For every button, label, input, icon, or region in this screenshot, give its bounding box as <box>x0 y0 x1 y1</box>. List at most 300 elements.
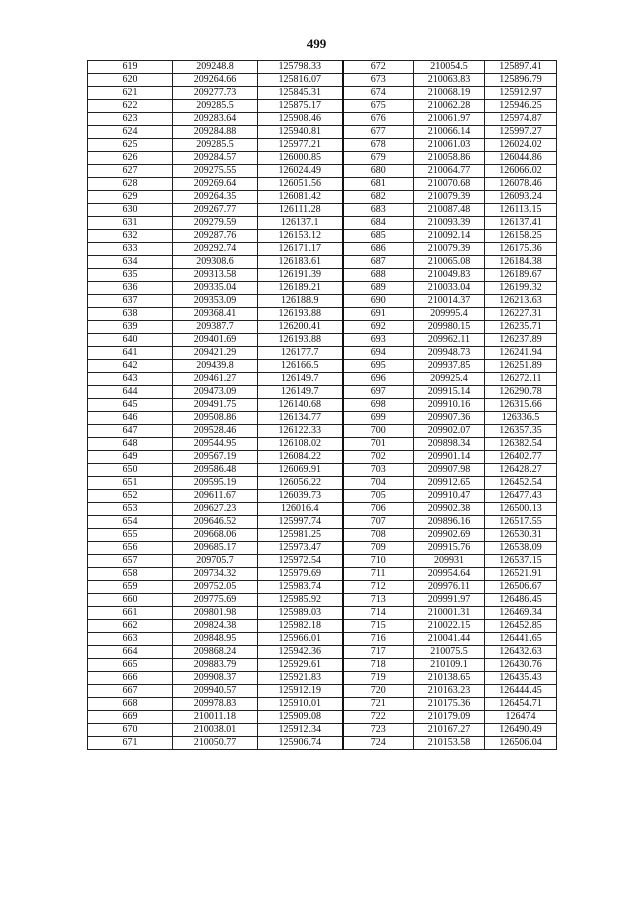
table-row <box>88 230 557 243</box>
x-coordinate-cell: 209368.41 <box>173 308 258 321</box>
x-coordinate-cell: 209275.55 <box>173 165 258 178</box>
x-coordinate-cell: 209910.16 <box>414 399 485 412</box>
y-coordinate-cell: 125966.01 <box>258 633 343 646</box>
y-coordinate-cell: 126149.7 <box>258 386 343 399</box>
table-row <box>88 256 557 269</box>
y-coordinate-cell: 126506.67 <box>485 581 557 594</box>
x-coordinate-cell: 210061.97 <box>414 113 485 126</box>
point-number-cell: 638 <box>88 308 173 321</box>
point-number-cell: 689 <box>343 282 414 295</box>
y-coordinate-cell: 126175.36 <box>485 243 557 256</box>
x-coordinate-cell: 209898.34 <box>414 438 485 451</box>
x-coordinate-cell: 210001.31 <box>414 607 485 620</box>
x-coordinate-cell: 210070.68 <box>414 178 485 191</box>
y-coordinate-cell: 126477.43 <box>485 490 557 503</box>
x-coordinate-cell: 210109.1 <box>414 659 485 672</box>
table-row <box>88 282 557 295</box>
point-number-cell: 708 <box>343 529 414 542</box>
table-row <box>88 191 557 204</box>
x-coordinate-cell: 209508.86 <box>173 412 258 425</box>
x-coordinate-cell: 210167.27 <box>414 724 485 737</box>
point-number-cell: 700 <box>343 425 414 438</box>
table-row <box>88 646 557 659</box>
y-coordinate-cell: 126452.54 <box>485 477 557 490</box>
table-row <box>88 568 557 581</box>
x-coordinate-cell: 209848.95 <box>173 633 258 646</box>
x-coordinate-cell: 209937.85 <box>414 360 485 373</box>
x-coordinate-cell: 209285.5 <box>173 100 258 113</box>
point-number-cell: 717 <box>343 646 414 659</box>
x-coordinate-cell: 210058.86 <box>414 152 485 165</box>
point-number-cell: 682 <box>343 191 414 204</box>
x-coordinate-cell: 210079.39 <box>414 191 485 204</box>
point-number-cell: 640 <box>88 334 173 347</box>
table-row <box>88 633 557 646</box>
y-coordinate-cell: 126137.41 <box>485 217 557 230</box>
table-row <box>88 347 557 360</box>
point-number-cell: 677 <box>343 126 414 139</box>
point-number-cell: 680 <box>343 165 414 178</box>
y-coordinate-cell: 126452.85 <box>485 620 557 633</box>
point-number-cell: 719 <box>343 672 414 685</box>
y-coordinate-cell: 126189.21 <box>258 282 343 295</box>
point-number-cell: 650 <box>88 464 173 477</box>
point-number-cell: 662 <box>88 620 173 633</box>
y-coordinate-cell: 126537.15 <box>485 555 557 568</box>
x-coordinate-cell: 209528.46 <box>173 425 258 438</box>
point-number-cell: 675 <box>343 100 414 113</box>
y-coordinate-cell: 126227.31 <box>485 308 557 321</box>
point-number-cell: 716 <box>343 633 414 646</box>
point-number-cell: 714 <box>343 607 414 620</box>
table-row <box>88 308 557 321</box>
point-number-cell: 685 <box>343 230 414 243</box>
x-coordinate-cell: 209915.14 <box>414 386 485 399</box>
x-coordinate-cell: 209991.97 <box>414 594 485 607</box>
table-row <box>88 243 557 256</box>
y-coordinate-cell: 125946.25 <box>485 100 557 113</box>
y-coordinate-cell: 125816.07 <box>258 74 343 87</box>
y-coordinate-cell: 125912.34 <box>258 724 343 737</box>
y-coordinate-cell: 125989.03 <box>258 607 343 620</box>
x-coordinate-cell: 209868.24 <box>173 646 258 659</box>
y-coordinate-cell: 126357.35 <box>485 425 557 438</box>
point-number-cell: 699 <box>343 412 414 425</box>
y-coordinate-cell: 125912.19 <box>258 685 343 698</box>
y-coordinate-cell: 126024.02 <box>485 139 557 152</box>
point-number-cell: 658 <box>88 568 173 581</box>
table-row <box>88 321 557 334</box>
page-number: 499 <box>306 36 327 51</box>
point-number-cell: 676 <box>343 113 414 126</box>
x-coordinate-cell: 209915.76 <box>414 542 485 555</box>
point-number-cell: 629 <box>88 191 173 204</box>
x-coordinate-cell: 209976.11 <box>414 581 485 594</box>
x-coordinate-cell: 209980.15 <box>414 321 485 334</box>
point-number-cell: 691 <box>343 308 414 321</box>
table-row <box>88 724 557 737</box>
point-number-cell: 686 <box>343 243 414 256</box>
table-row <box>88 61 557 74</box>
y-coordinate-cell: 126093.24 <box>485 191 557 204</box>
point-number-cell: 632 <box>88 230 173 243</box>
x-coordinate-cell: 209335.04 <box>173 282 258 295</box>
table-row <box>88 451 557 464</box>
point-number-cell: 697 <box>343 386 414 399</box>
y-coordinate-cell: 126454.71 <box>485 698 557 711</box>
point-number-cell: 672 <box>343 61 414 74</box>
point-number-cell: 628 <box>88 178 173 191</box>
table-row <box>88 438 557 451</box>
y-coordinate-cell: 125977.21 <box>258 139 343 152</box>
y-coordinate-cell: 126140.68 <box>258 399 343 412</box>
point-number-cell: 722 <box>343 711 414 724</box>
point-number-cell: 665 <box>88 659 173 672</box>
x-coordinate-cell: 210050.77 <box>173 737 258 750</box>
point-number-cell: 631 <box>88 217 173 230</box>
y-coordinate-cell: 125845.31 <box>258 87 343 100</box>
y-coordinate-cell: 126336.5 <box>485 412 557 425</box>
table-row <box>88 594 557 607</box>
point-number-cell: 683 <box>343 204 414 217</box>
y-coordinate-cell: 125908.46 <box>258 113 343 126</box>
point-number-cell: 619 <box>88 61 173 74</box>
point-number-cell: 681 <box>343 178 414 191</box>
x-coordinate-cell: 209908.37 <box>173 672 258 685</box>
x-coordinate-cell: 209586.48 <box>173 464 258 477</box>
x-coordinate-cell: 209883.79 <box>173 659 258 672</box>
table-row <box>88 412 557 425</box>
y-coordinate-cell: 126153.12 <box>258 230 343 243</box>
y-coordinate-cell: 126402.77 <box>485 451 557 464</box>
y-coordinate-cell: 126428.27 <box>485 464 557 477</box>
table-row <box>88 581 557 594</box>
table-row <box>88 100 557 113</box>
y-coordinate-cell: 126474 <box>485 711 557 724</box>
table-row <box>88 490 557 503</box>
x-coordinate-cell: 209902.07 <box>414 425 485 438</box>
point-number-cell: 709 <box>343 542 414 555</box>
x-coordinate-cell: 209685.17 <box>173 542 258 555</box>
point-number-cell: 622 <box>88 100 173 113</box>
x-coordinate-cell: 209954.64 <box>414 568 485 581</box>
point-number-cell: 625 <box>88 139 173 152</box>
point-number-cell: 637 <box>88 295 173 308</box>
y-coordinate-cell: 125972.54 <box>258 555 343 568</box>
table-row <box>88 529 557 542</box>
table-row <box>88 711 557 724</box>
point-number-cell: 648 <box>88 438 173 451</box>
y-coordinate-cell: 126235.71 <box>485 321 557 334</box>
table-row <box>88 178 557 191</box>
table-row <box>88 152 557 165</box>
point-number-cell: 723 <box>343 724 414 737</box>
y-coordinate-cell: 125985.92 <box>258 594 343 607</box>
y-coordinate-cell: 126193.88 <box>258 308 343 321</box>
x-coordinate-cell: 209544.95 <box>173 438 258 451</box>
point-number-cell: 706 <box>343 503 414 516</box>
x-coordinate-cell: 210014.37 <box>414 295 485 308</box>
point-number-cell: 694 <box>343 347 414 360</box>
point-number-cell: 643 <box>88 373 173 386</box>
y-coordinate-cell: 126430.76 <box>485 659 557 672</box>
point-number-cell: 636 <box>88 282 173 295</box>
point-number-cell: 705 <box>343 490 414 503</box>
y-coordinate-cell: 125974.87 <box>485 113 557 126</box>
y-coordinate-cell: 126189.67 <box>485 269 557 282</box>
x-coordinate-cell: 209387.7 <box>173 321 258 334</box>
x-coordinate-cell: 209752.05 <box>173 581 258 594</box>
y-coordinate-cell: 126158.25 <box>485 230 557 243</box>
point-number-cell: 704 <box>343 477 414 490</box>
point-number-cell: 626 <box>88 152 173 165</box>
point-number-cell: 703 <box>343 464 414 477</box>
x-coordinate-cell: 209896.16 <box>414 516 485 529</box>
x-coordinate-cell: 209901.14 <box>414 451 485 464</box>
point-number-cell: 624 <box>88 126 173 139</box>
y-coordinate-cell: 126444.45 <box>485 685 557 698</box>
x-coordinate-cell: 209473.09 <box>173 386 258 399</box>
point-number-cell: 663 <box>88 633 173 646</box>
y-coordinate-cell: 126078.46 <box>485 178 557 191</box>
y-coordinate-cell: 126137.1 <box>258 217 343 230</box>
x-coordinate-cell: 209912.65 <box>414 477 485 490</box>
x-coordinate-cell: 209248.8 <box>173 61 258 74</box>
table-row <box>88 139 557 152</box>
y-coordinate-cell: 126200.41 <box>258 321 343 334</box>
point-number-cell: 634 <box>88 256 173 269</box>
table-row <box>88 74 557 87</box>
x-coordinate-cell: 209646.52 <box>173 516 258 529</box>
x-coordinate-cell: 209910.47 <box>414 490 485 503</box>
point-number-cell: 649 <box>88 451 173 464</box>
point-number-cell: 635 <box>88 269 173 282</box>
table-row <box>88 542 557 555</box>
x-coordinate-cell: 210011.18 <box>173 711 258 724</box>
table-row <box>88 295 557 308</box>
y-coordinate-cell: 126149.7 <box>258 373 343 386</box>
x-coordinate-cell: 209931 <box>414 555 485 568</box>
coordinates-table <box>87 60 557 750</box>
x-coordinate-cell: 210033.04 <box>414 282 485 295</box>
point-number-cell: 707 <box>343 516 414 529</box>
point-number-cell: 666 <box>88 672 173 685</box>
table-row <box>88 555 557 568</box>
y-coordinate-cell: 126441.65 <box>485 633 557 646</box>
point-number-cell: 652 <box>88 490 173 503</box>
table-row <box>88 360 557 373</box>
x-coordinate-cell: 209284.57 <box>173 152 258 165</box>
x-coordinate-cell: 209279.59 <box>173 217 258 230</box>
table-row <box>88 399 557 412</box>
point-number-cell: 621 <box>88 87 173 100</box>
point-number-cell: 639 <box>88 321 173 334</box>
x-coordinate-cell: 210175.36 <box>414 698 485 711</box>
table-row <box>88 685 557 698</box>
y-coordinate-cell: 125910.01 <box>258 698 343 711</box>
point-number-cell: 656 <box>88 542 173 555</box>
point-number-cell: 673 <box>343 74 414 87</box>
y-coordinate-cell: 126432.63 <box>485 646 557 659</box>
x-coordinate-cell: 210075.5 <box>414 646 485 659</box>
x-coordinate-cell: 209948.73 <box>414 347 485 360</box>
x-coordinate-cell: 210163.23 <box>414 685 485 698</box>
point-number-cell: 671 <box>88 737 173 750</box>
point-number-cell: 667 <box>88 685 173 698</box>
x-coordinate-cell: 209567.19 <box>173 451 258 464</box>
x-coordinate-cell: 210041.44 <box>414 633 485 646</box>
x-coordinate-cell: 209264.66 <box>173 74 258 87</box>
y-coordinate-cell: 125875.17 <box>258 100 343 113</box>
y-coordinate-cell: 125912.97 <box>485 87 557 100</box>
y-coordinate-cell: 126081.42 <box>258 191 343 204</box>
x-coordinate-cell: 209277.73 <box>173 87 258 100</box>
point-number-cell: 668 <box>88 698 173 711</box>
x-coordinate-cell: 209308.6 <box>173 256 258 269</box>
point-number-cell: 644 <box>88 386 173 399</box>
y-coordinate-cell: 125929.61 <box>258 659 343 672</box>
point-number-cell: 696 <box>343 373 414 386</box>
x-coordinate-cell: 210087.48 <box>414 204 485 217</box>
x-coordinate-cell: 210049.83 <box>414 269 485 282</box>
x-coordinate-cell: 209705.7 <box>173 555 258 568</box>
y-coordinate-cell: 126000.85 <box>258 152 343 165</box>
y-coordinate-cell: 126134.77 <box>258 412 343 425</box>
point-number-cell: 654 <box>88 516 173 529</box>
point-number-cell: 720 <box>343 685 414 698</box>
x-coordinate-cell: 209267.77 <box>173 204 258 217</box>
x-coordinate-cell: 209627.23 <box>173 503 258 516</box>
x-coordinate-cell: 209907.98 <box>414 464 485 477</box>
y-coordinate-cell: 125942.36 <box>258 646 343 659</box>
point-number-cell: 664 <box>88 646 173 659</box>
y-coordinate-cell: 126237.89 <box>485 334 557 347</box>
point-number-cell: 715 <box>343 620 414 633</box>
x-coordinate-cell: 209978.83 <box>173 698 258 711</box>
y-coordinate-cell: 126166.5 <box>258 360 343 373</box>
point-number-cell: 653 <box>88 503 173 516</box>
x-coordinate-cell: 210065.08 <box>414 256 485 269</box>
x-coordinate-cell: 210038.01 <box>173 724 258 737</box>
point-number-cell: 646 <box>88 412 173 425</box>
x-coordinate-cell: 209775.69 <box>173 594 258 607</box>
x-coordinate-cell: 209824.38 <box>173 620 258 633</box>
table-row <box>88 503 557 516</box>
x-coordinate-cell: 210092.14 <box>414 230 485 243</box>
x-coordinate-cell: 210062.28 <box>414 100 485 113</box>
x-coordinate-cell: 209902.69 <box>414 529 485 542</box>
x-coordinate-cell: 210079.39 <box>414 243 485 256</box>
point-number-cell: 710 <box>343 555 414 568</box>
table-row <box>88 269 557 282</box>
x-coordinate-cell: 209421.29 <box>173 347 258 360</box>
x-coordinate-cell: 209287.76 <box>173 230 258 243</box>
y-coordinate-cell: 125940.81 <box>258 126 343 139</box>
table-row <box>88 672 557 685</box>
point-number-cell: 684 <box>343 217 414 230</box>
y-coordinate-cell: 126500.13 <box>485 503 557 516</box>
point-number-cell: 645 <box>88 399 173 412</box>
point-number-cell: 712 <box>343 581 414 594</box>
y-coordinate-cell: 126108.02 <box>258 438 343 451</box>
table-row <box>88 386 557 399</box>
table-row <box>88 464 557 477</box>
point-number-cell: 688 <box>343 269 414 282</box>
coordinates-table-body <box>88 61 557 750</box>
y-coordinate-cell: 126039.73 <box>258 490 343 503</box>
y-coordinate-cell: 126051.56 <box>258 178 343 191</box>
point-number-cell: 660 <box>88 594 173 607</box>
point-number-cell: 655 <box>88 529 173 542</box>
y-coordinate-cell: 126486.45 <box>485 594 557 607</box>
x-coordinate-cell: 209284.88 <box>173 126 258 139</box>
table-row <box>88 126 557 139</box>
x-coordinate-cell: 210063.83 <box>414 74 485 87</box>
point-number-cell: 633 <box>88 243 173 256</box>
point-number-cell: 659 <box>88 581 173 594</box>
x-coordinate-cell: 210179.09 <box>414 711 485 724</box>
point-number-cell: 623 <box>88 113 173 126</box>
y-coordinate-cell: 125997.74 <box>258 516 343 529</box>
y-coordinate-cell: 126241.94 <box>485 347 557 360</box>
y-coordinate-cell: 125983.74 <box>258 581 343 594</box>
point-number-cell: 627 <box>88 165 173 178</box>
y-coordinate-cell: 126517.55 <box>485 516 557 529</box>
x-coordinate-cell: 209313.58 <box>173 269 258 282</box>
y-coordinate-cell: 126290.78 <box>485 386 557 399</box>
point-number-cell: 698 <box>343 399 414 412</box>
table-row <box>88 334 557 347</box>
x-coordinate-cell: 210054.5 <box>414 61 485 74</box>
x-coordinate-cell: 209401.69 <box>173 334 258 347</box>
y-coordinate-cell: 125896.79 <box>485 74 557 87</box>
x-coordinate-cell: 209269.64 <box>173 178 258 191</box>
y-coordinate-cell: 126315.66 <box>485 399 557 412</box>
x-coordinate-cell: 209940.57 <box>173 685 258 698</box>
x-coordinate-cell: 210064.77 <box>414 165 485 178</box>
y-coordinate-cell: 126188.9 <box>258 295 343 308</box>
point-number-cell: 693 <box>343 334 414 347</box>
x-coordinate-cell: 210066.14 <box>414 126 485 139</box>
y-coordinate-cell: 126199.32 <box>485 282 557 295</box>
point-number-cell: 687 <box>343 256 414 269</box>
point-number-cell: 692 <box>343 321 414 334</box>
y-coordinate-cell: 126044.86 <box>485 152 557 165</box>
x-coordinate-cell: 209801.98 <box>173 607 258 620</box>
table-row <box>88 87 557 100</box>
y-coordinate-cell: 126016.4 <box>258 503 343 516</box>
y-coordinate-cell: 126382.54 <box>485 438 557 451</box>
table-row <box>88 373 557 386</box>
point-number-cell: 670 <box>88 724 173 737</box>
x-coordinate-cell: 209668.06 <box>173 529 258 542</box>
point-number-cell: 690 <box>343 295 414 308</box>
x-coordinate-cell: 209353.09 <box>173 295 258 308</box>
y-coordinate-cell: 126193.88 <box>258 334 343 347</box>
table-row <box>88 113 557 126</box>
table-row <box>88 165 557 178</box>
y-coordinate-cell: 126122.33 <box>258 425 343 438</box>
x-coordinate-cell: 209907.36 <box>414 412 485 425</box>
y-coordinate-cell: 125909.08 <box>258 711 343 724</box>
point-number-cell: 713 <box>343 594 414 607</box>
point-number-cell: 630 <box>88 204 173 217</box>
point-number-cell: 620 <box>88 74 173 87</box>
x-coordinate-cell: 209925.4 <box>414 373 485 386</box>
table-row <box>88 477 557 490</box>
point-number-cell: 679 <box>343 152 414 165</box>
table-row <box>88 698 557 711</box>
